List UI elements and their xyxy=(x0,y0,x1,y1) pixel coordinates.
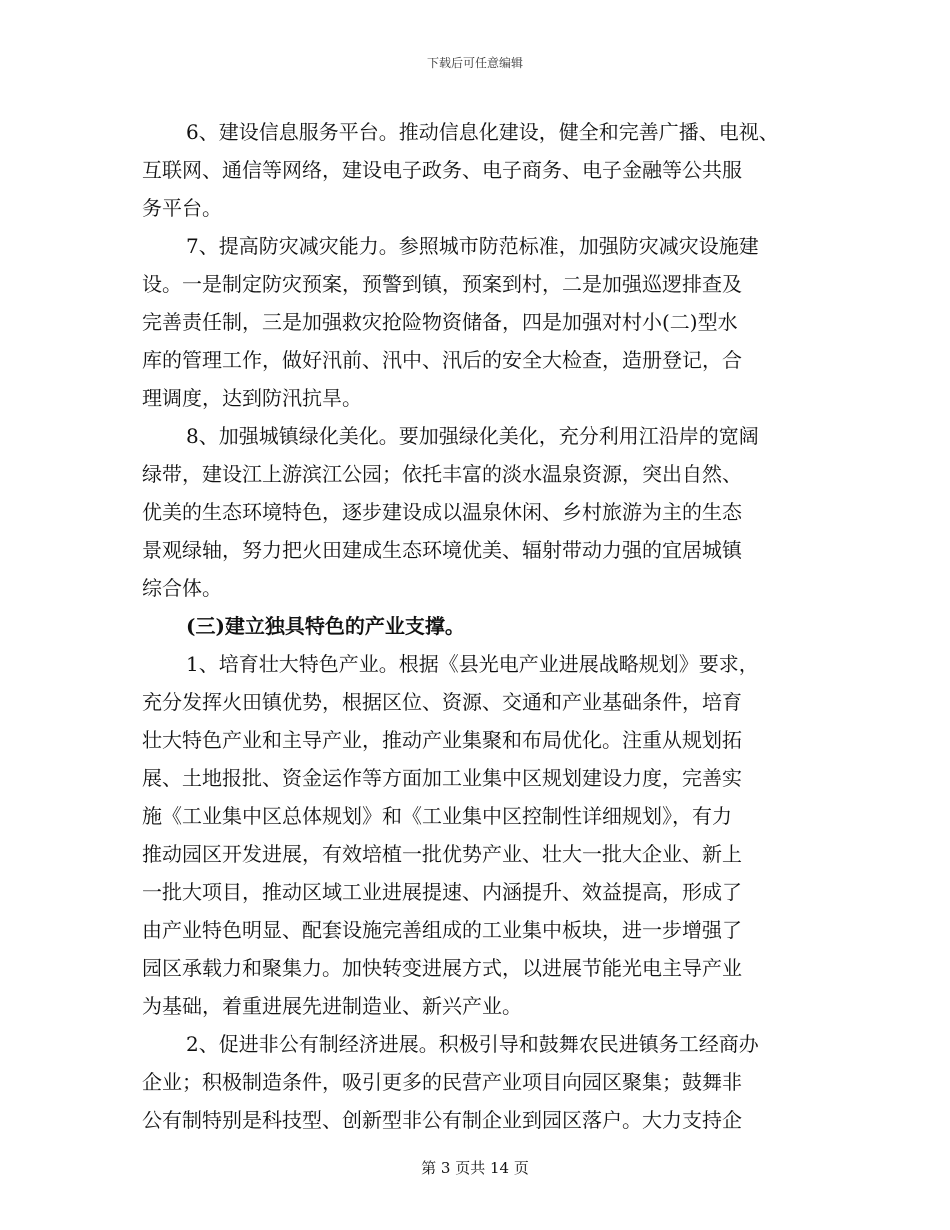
section-heading xyxy=(142,607,822,645)
text-line: 2、促进非公有制经济进展。积极引导和鼓舞农民进镇务工经商办 xyxy=(186,1032,759,1056)
text-line: 务平台。 xyxy=(142,196,222,220)
text-line: 企业；积极制造条件，吸引更多的民营产业项目向园区聚集；鼓舞非 xyxy=(142,1070,742,1094)
paragraph-8 xyxy=(142,417,822,607)
text-line: 为基础，着重进展先进制造业、新兴产业。 xyxy=(142,994,522,1018)
paragraph-6 xyxy=(142,113,822,227)
page-header: 下载后可任意编辑 xyxy=(426,56,523,70)
text-line: 园区承载力和聚集力。加快转变进展方式，以进展节能光电主导产业 xyxy=(142,956,742,980)
text-line: 充分发挥火田镇优势，根据区位、资源、交通和产业基础条件，培育 xyxy=(142,690,742,714)
document-body xyxy=(142,113,822,1139)
text-line: 互联网、通信等网络，建设电子政务、电子商务、电子金融等公共服 xyxy=(142,158,742,182)
text-line: 库的管理工作，做好汛前、汛中、汛后的安全大检查，造册登记，合 xyxy=(142,348,742,372)
text-line: 施《工业集中区总体规划》和《工业集中区控制性详细规划》，有力 xyxy=(142,804,732,828)
text-line: 公有制特别是科技型、创新型非公有制企业到园区落户。大力支持企 xyxy=(142,1108,742,1132)
text-line: 设。一是制定防灾预案，预警到镇，预案到村，二是加强巡逻排查及 xyxy=(142,272,742,296)
text-line: 推动园区开发进展，有效培植一批优势产业、壮大一批大企业、新上 xyxy=(142,842,742,866)
text-line: 1、培育壮大特色产业。根据《县光电产业进展战略规划》要求， xyxy=(186,652,759,676)
paragraph-7 xyxy=(142,227,822,417)
text-line: 7、提高防灾减灾能力。参照城市防范标准，加强防灾减灾设施建 xyxy=(186,234,759,258)
page-footer: 第 3 页共 14 页 xyxy=(421,1159,529,1177)
text-line: 8、加强城镇绿化美化。要加强绿化美化，充分利用江沿岸的宽阔 xyxy=(186,424,759,448)
heading-text: (三)建立独具特色的产业支撑。 xyxy=(186,614,465,638)
text-line: 展、土地报批、资金运作等方面加工业集中区规划建设力度，完善实 xyxy=(142,766,742,790)
paragraph-2 xyxy=(142,1025,822,1139)
text-line: 壮大特色产业和主导产业，推动产业集聚和布局优化。注重从规划拓 xyxy=(142,728,742,752)
text-line: 一批大项目，推动区域工业进展提速、内涵提升、效益提高，形成了 xyxy=(142,880,742,904)
text-line: 6、建设信息服务平台。推动信息化建设，健全和完善广播、电视、 xyxy=(186,120,779,144)
text-line: 绿带，建设江上游滨江公园；依托丰富的淡水温泉资源，突出自然、 xyxy=(142,462,742,486)
text-line: 综合体。 xyxy=(142,576,222,600)
text-line: 理调度，达到防汛抗旱。 xyxy=(142,386,362,410)
text-line: 优美的生态环境特色，逐步建设成以温泉休闲、乡村旅游为主的生态 xyxy=(142,500,742,524)
paragraph-1 xyxy=(142,645,822,1025)
text-line: 景观绿轴，努力把火田建成生态环境优美、辐射带动力强的宜居城镇 xyxy=(142,538,742,562)
text-line: 完善责任制，三是加强救灾抢险物资储备，四是加强对村小(二)型水 xyxy=(142,310,738,334)
text-line: 由产业特色明显、配套设施完善组成的工业集中板块，进一步增强了 xyxy=(142,918,742,942)
